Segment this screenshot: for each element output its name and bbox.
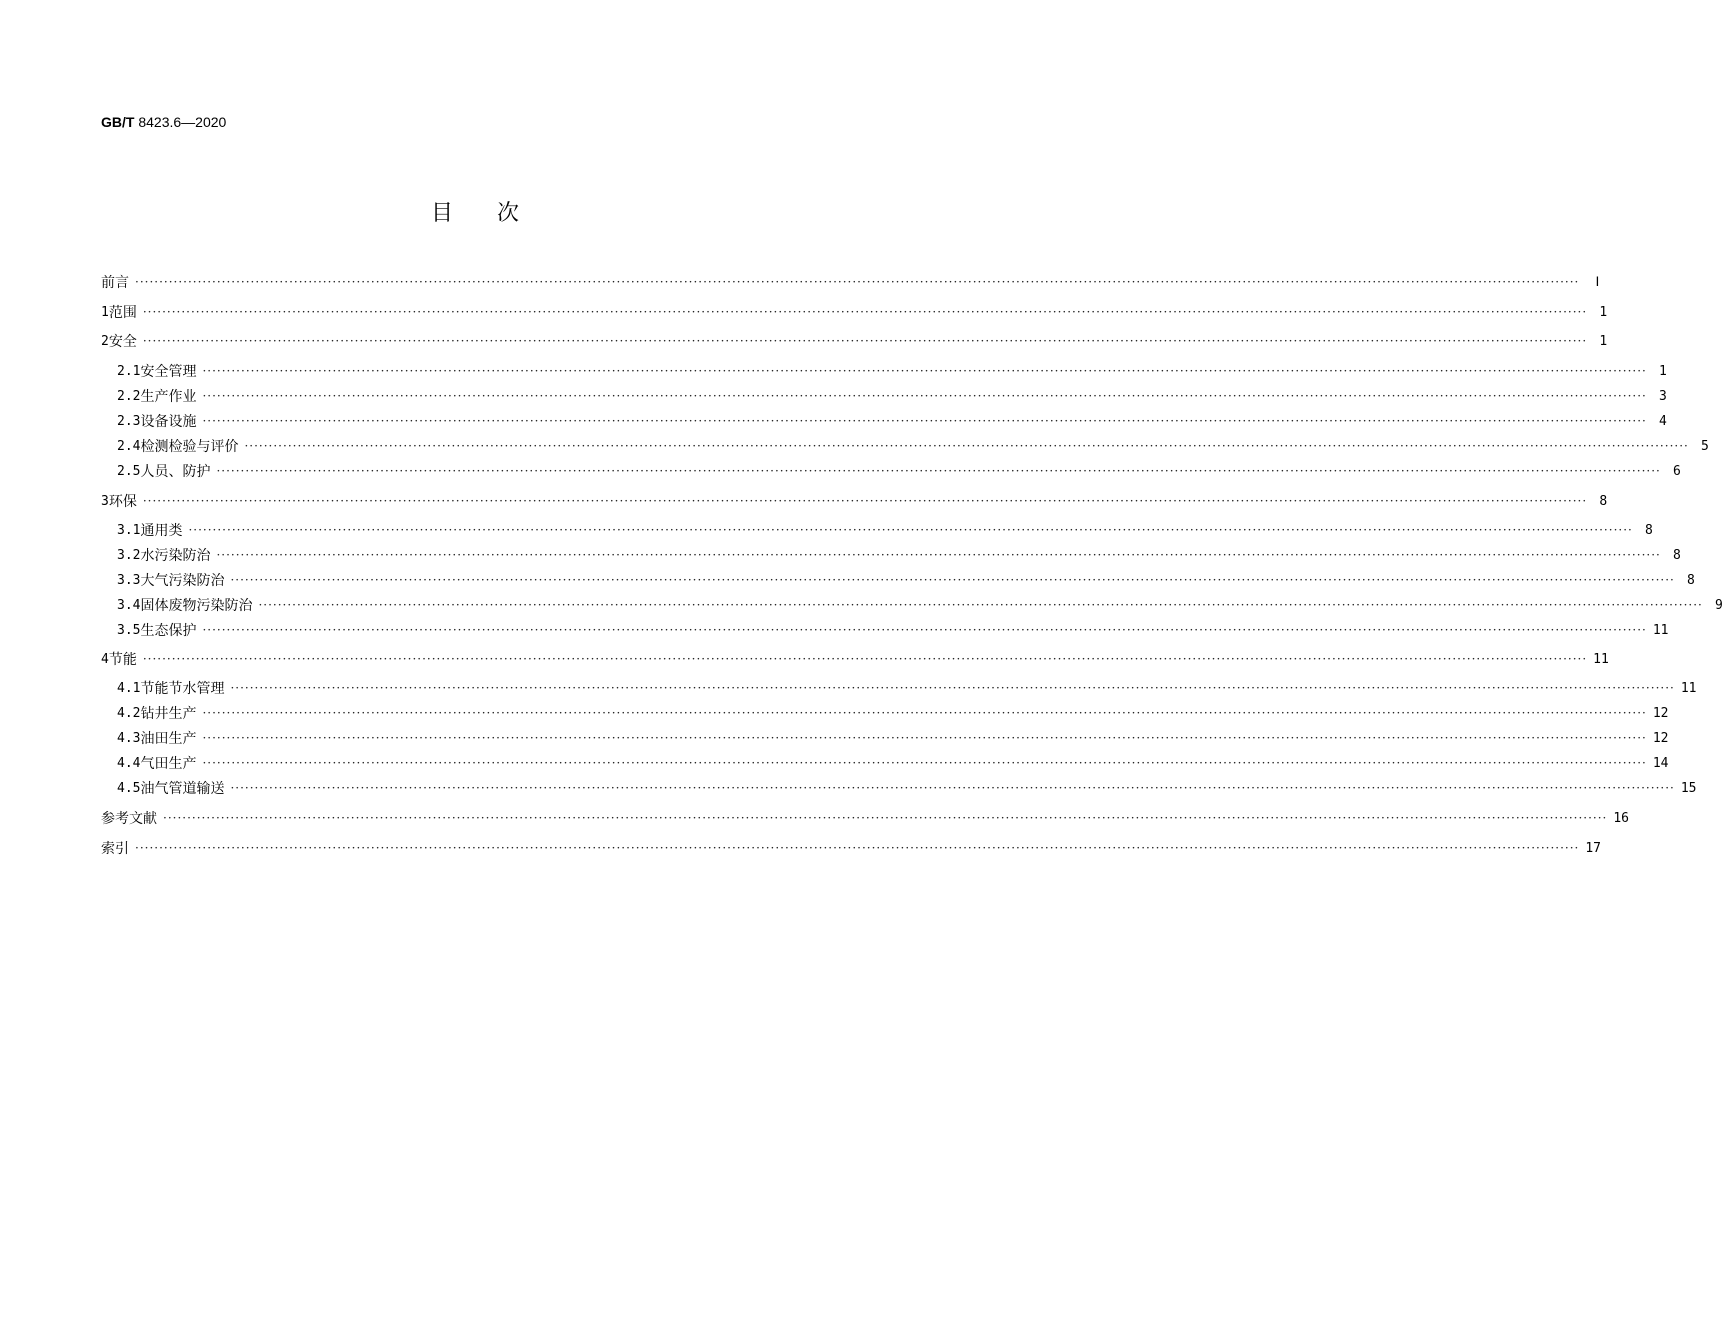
toc-leader-dots: ············································································································································································································································································································	[135, 275, 1580, 289]
toc-entry[interactable]	[101, 808, 1629, 828]
toc-entry-number: 2.2	[117, 388, 141, 404]
standard-number: 8423.6—2020	[138, 114, 227, 130]
toc-entry-label: 固体废物污染防治	[140, 598, 253, 614]
toc-entry[interactable]	[117, 753, 1669, 773]
toc-entry-number: 4	[101, 651, 109, 667]
toc-entry-label: 节能节水管理	[140, 681, 225, 697]
toc-entry[interactable]	[117, 703, 1669, 723]
toc-entry-label: 油田生产	[140, 731, 197, 747]
standard-code	[101, 114, 226, 130]
toc-entry-page: Ⅰ	[1595, 274, 1600, 290]
toc-entry-page: 16	[1613, 810, 1629, 826]
toc-leader-dots: ············································································································································································································································································································	[244, 439, 1689, 453]
toc-entry[interactable]	[117, 386, 1667, 406]
toc-entry-label: 生态保护	[140, 623, 197, 639]
toc-leader-dots: ············································································································································································································································································································	[258, 598, 1703, 612]
toc-entry-page: 12	[1652, 730, 1669, 746]
toc-entry-page: 1	[1599, 333, 1608, 349]
toc-entry-page: 9	[1715, 597, 1723, 613]
toc-entry-number: 2.5	[117, 463, 141, 479]
toc-entry-label: 安全	[108, 334, 137, 350]
toc-entry-page: 1	[1599, 304, 1608, 320]
toc-entry[interactable]	[117, 620, 1669, 640]
toc-entry-page: 17	[1585, 840, 1601, 856]
toc-leader-dots: ············································································································································································································································································································	[163, 811, 1608, 825]
toc-leader-dots: ············································································································································································································································································································	[230, 781, 1675, 795]
toc-leader-dots: ············································································································································································································································································································	[142, 652, 1588, 666]
toc-leader-dots: ············································································································································································································································································································	[142, 305, 1588, 319]
toc-entry-number: 3.2	[117, 547, 141, 563]
toc-entry-label: 大气污染防治	[140, 573, 225, 589]
toc-entry-label: 生产作业	[140, 389, 197, 405]
toc-entry[interactable]	[117, 361, 1667, 381]
toc-leader-dots: ············································································································································································································································································································	[135, 841, 1580, 855]
toc-entry-label: 前言	[101, 275, 129, 291]
standard-prefix: GB/T	[101, 114, 135, 130]
toc-entry-page: 8	[1673, 547, 1681, 563]
toc-entry-page: 6	[1673, 463, 1681, 479]
toc-entry-page: 11	[1652, 622, 1669, 638]
toc-leader-dots: ············································································································································································································································································································	[142, 334, 1588, 348]
toc-entry[interactable]	[117, 520, 1653, 540]
toc-entry-label: 环保	[108, 494, 137, 510]
toc-leader-dots: ············································································································································································································································································································	[202, 756, 1647, 770]
toc-entry-number: 2	[101, 333, 109, 349]
toc-entry-page: 4	[1659, 413, 1667, 429]
toc-entry[interactable]	[117, 778, 1697, 798]
toc-entry-label: 索引	[101, 841, 129, 857]
toc-entry-number: 3.1	[117, 522, 141, 538]
toc-entry-page: 1	[1659, 363, 1667, 379]
toc-entry-label: 油气管道输送	[140, 781, 225, 797]
toc-entry-page: 11	[1593, 651, 1609, 667]
toc-entry-number: 4.2	[117, 705, 141, 721]
toc-leader-dots: ············································································································································································································································································································	[230, 681, 1675, 695]
toc-entry[interactable]	[117, 461, 1681, 481]
toc-entry[interactable]	[117, 595, 1723, 615]
toc-entry[interactable]	[117, 411, 1667, 431]
toc-entry-number: 1	[101, 304, 109, 320]
toc-entry-label: 设备设施	[140, 414, 197, 430]
toc-leader-dots: ············································································································································································································································································································	[202, 731, 1647, 745]
toc-leader-dots: ············································································································································································································································································································	[202, 389, 1647, 403]
toc-entry-page: 8	[1645, 522, 1653, 538]
toc-leader-dots: ············································································································································································································································································································	[216, 464, 1661, 478]
toc-entry-label: 气田生产	[140, 756, 197, 772]
page-title: 目次	[430, 201, 563, 226]
toc-entry-label: 范围	[108, 305, 137, 321]
toc-entry[interactable]	[101, 302, 1608, 322]
toc-entry[interactable]	[117, 436, 1709, 456]
toc-entry-label: 参考文献	[101, 811, 157, 827]
toc-entry-page: 14	[1652, 755, 1669, 771]
toc-entry[interactable]	[101, 272, 1600, 292]
toc-entry-number: 2.4	[117, 438, 141, 454]
toc-leader-dots: ············································································································································································································································································································	[202, 623, 1647, 637]
toc-leader-dots: ············································································································································································································································································································	[230, 573, 1675, 587]
toc-entry-number: 3.3	[117, 572, 141, 588]
toc-entry[interactable]	[117, 728, 1669, 748]
toc-entry-page: 8	[1687, 572, 1695, 588]
toc-entry-page: 5	[1701, 438, 1709, 454]
toc-entry-label: 水污染防治	[140, 548, 211, 564]
toc-entry[interactable]	[117, 545, 1681, 565]
toc-entry-label: 人员、防护	[140, 464, 211, 480]
toc-entry[interactable]	[101, 331, 1608, 351]
toc-leader-dots: ············································································································································································································································································································	[142, 494, 1588, 508]
toc-entry-page: 8	[1599, 493, 1608, 509]
toc-entry-number: 4.1	[117, 680, 141, 696]
toc-entry[interactable]	[101, 838, 1601, 858]
toc-entry-page: 3	[1659, 388, 1667, 404]
toc-entry-number: 4.5	[117, 780, 141, 796]
toc-entry-label: 钻井生产	[140, 706, 197, 722]
toc-leader-dots: ············································································································································································································································································································	[202, 706, 1647, 720]
toc-entry-number: 4.3	[117, 730, 141, 746]
toc-entry-label: 安全管理	[140, 364, 197, 380]
toc-entry-page: 15	[1680, 780, 1697, 796]
toc-entry-page: 11	[1680, 680, 1697, 696]
toc-entry-number: 2.1	[117, 363, 141, 379]
toc-entry-label: 节能	[108, 652, 137, 668]
toc-leader-dots: ············································································································································································································································································································	[216, 548, 1661, 562]
toc-entry[interactable]	[117, 570, 1695, 590]
toc-entry-number: 3	[101, 493, 109, 509]
toc-entry-number: 2.3	[117, 413, 141, 429]
toc-entry-label: 检测检验与评价	[140, 439, 239, 455]
toc-leader-dots: ············································································································································································································································································································	[188, 523, 1633, 537]
toc-entry-label: 通用类	[140, 523, 183, 539]
toc-entry-number: 4.4	[117, 755, 141, 771]
toc-entry-number: 3.4	[117, 597, 141, 613]
toc-entry-number: 3.5	[117, 622, 141, 638]
toc-leader-dots: ············································································································································································································································································································	[202, 364, 1647, 378]
toc-entry[interactable]	[101, 491, 1608, 511]
toc-entry[interactable]	[101, 649, 1609, 669]
toc-entry-page: 12	[1652, 705, 1669, 721]
toc-leader-dots: ············································································································································································································································································································	[202, 414, 1647, 428]
toc-entry[interactable]	[117, 678, 1697, 698]
